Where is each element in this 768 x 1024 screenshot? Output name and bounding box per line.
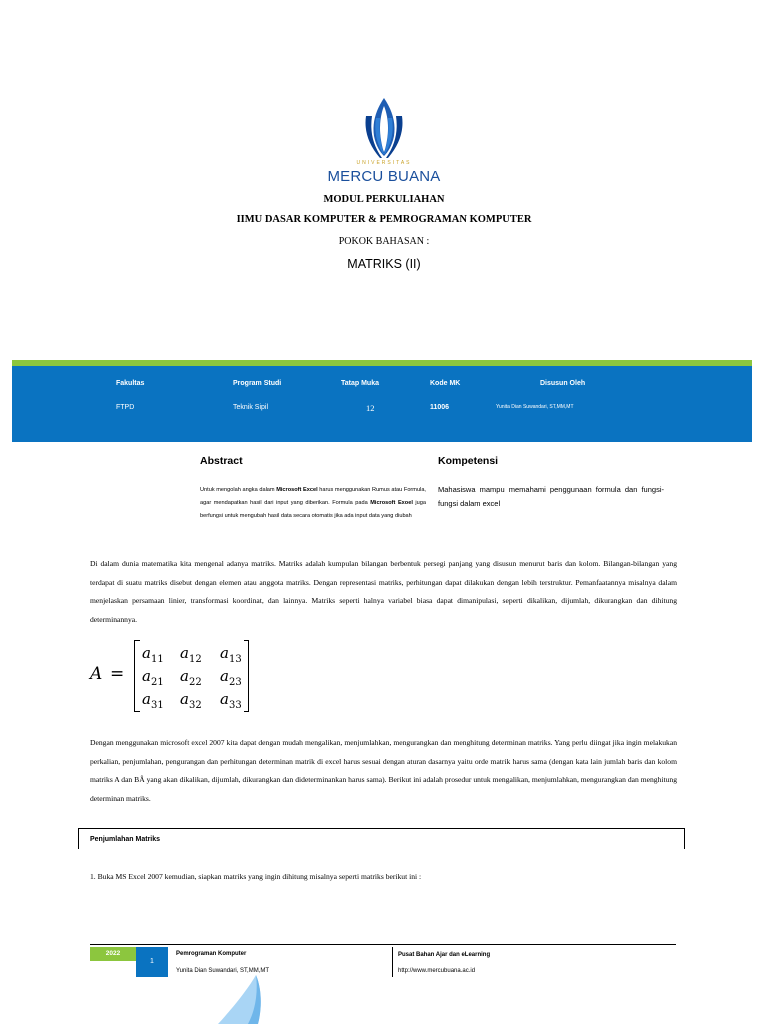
kode-mk-value: 11006 (430, 404, 450, 411)
university-small-label: UNIVERSITAS (356, 160, 412, 166)
topic-label: POKOK BAHASAN : (338, 236, 430, 247)
matrix-left-bracket (134, 640, 140, 712)
matrix-cell: $a_{12}$ (180, 644, 202, 665)
matrix-cell: $a_{32}$ (180, 690, 202, 711)
paragraph-intro: Di dalam dunia matematika kita mengenal adanya matriks. Matriks adalah kumpulan bilangan berbentuk persegi panjang yang disusun menurut baris dan kolom. Bilangan-bilangan yang terdapat di suatu matriks disebut dengan elemen atau anggota matriks. Dengan representasi matriks, perhitungan dapat dilakukan dengan lebih terstruktur. Pemanfaatannya misalnya dalam menjelaskan persamaan linier, transformasi koordinat, dan lainnya. Matriks seperti halnya variabel biasa dapat dimanipulasi, seperti dikalikan, dijumlah, dikurangkan dan dihitung determinannya. (90, 559, 677, 624)
program-studi-value: Teknik Sipil (233, 404, 269, 411)
step-1-text: 1. Buka MS Excel 2007 kemudian, siapkan matriks yang ingin dihitung misalnya seperti matriks berikut ini : (90, 872, 422, 881)
matrix-cell: $a_{23}$ (220, 667, 242, 688)
mercu-buana-logo-icon (362, 96, 406, 162)
program-studi-header: Program Studi (233, 380, 282, 387)
kode-mk-header: Kode MK (430, 380, 461, 387)
module-title: MODUL PERKULIAHAN (323, 194, 445, 205)
footer-divider (90, 944, 676, 945)
kompetensi-text: Mahasiswa mampu memahami penggunaan formula dan fungsi-fungsi dalam excel (438, 485, 664, 508)
disusun-oleh-header: Disusun Oleh (540, 380, 586, 387)
topic-title: MATRIKS (II) (347, 257, 421, 271)
matrix-equals: = (110, 664, 125, 684)
section-title-penjumlahan: Penjumlahan Matriks (90, 836, 161, 843)
section-box (78, 828, 685, 849)
matrix-cell: $a_{13}$ (220, 644, 242, 665)
matrix-cell: $a_{31}$ (142, 690, 164, 711)
matrix-right-bracket (244, 640, 249, 712)
kompetensi-title: Kompetensi (438, 455, 499, 467)
matrix-cell: $a_{33}$ (220, 690, 242, 711)
matrix-cell: $a_{21}$ (142, 667, 164, 688)
abstract-text: Untuk mengolah angka dalam Microsoft Excel harus menggunakan Rumus atau Formula, agar mendapatkan hasil dari input yang diberikan. Formula pada Microsoft Exoel juga berfungsi untuk mengubah hasil data secara otomatis jika ada input data yang diubah (200, 487, 426, 519)
university-name: MERCU BUANA (327, 168, 441, 185)
footer-swoosh-icon (218, 975, 278, 1024)
footer-url[interactable]: http://www.mercubuana.ac.id (398, 968, 476, 974)
matrix-cell: $a_{22}$ (180, 667, 202, 688)
course-title: IIMU DASAR KOMPUTER & PEMROGRAMAN KOMPUTER (236, 214, 532, 225)
page-number: 1 (150, 958, 154, 965)
abstract-title: Abstract (200, 455, 243, 467)
footer-year: 2022 (105, 950, 121, 957)
fakultas-header: Fakultas (116, 380, 145, 387)
paragraph-procedure: Dengan menggunakan microsoft excel 2007 kita dapat dengan mudah mengalikan, menjumlahkan, mengurangkan dan menghitung determinan matriks. Yang perlu diingat jika ingin melakukan perkalian, penjumlahan, pengurangan dan perhitungan determinan matrik di excel harus sesuai dengan aturan dasarnya yaitu orde matrik harus sama (dengan kata lain jumlah baris dan kolom matriks A dan BÂ yang akan dikalikan, dijumlah, dikurangkan dan dideterminankan harus sama). Berikut ini adalah prosedur untuk mengalikan, menjumlahkan, mengurangkan dan menghitung determinan matriks. (90, 738, 677, 803)
fakultas-value: FTPD (116, 404, 135, 411)
matrix-label: A (90, 664, 103, 684)
footer-author: Yunita Dian Suwandari, ST,MM,MT (176, 968, 270, 974)
info-band (12, 366, 752, 442)
matrix-cell: $a_{11}$ (142, 644, 164, 665)
tatap-muka-header: Tatap Muka (341, 380, 379, 387)
disusun-oleh-value: Yunita Dian Suwandari, ST,MM,MT (496, 404, 574, 410)
footer-separator (392, 947, 393, 977)
footer-course: Pemrograman Komputer (176, 951, 247, 957)
tatap-muka-value: 12 (366, 403, 375, 413)
footer-center-title: Pusat Bahan Ajar dan eLearning (398, 952, 491, 958)
